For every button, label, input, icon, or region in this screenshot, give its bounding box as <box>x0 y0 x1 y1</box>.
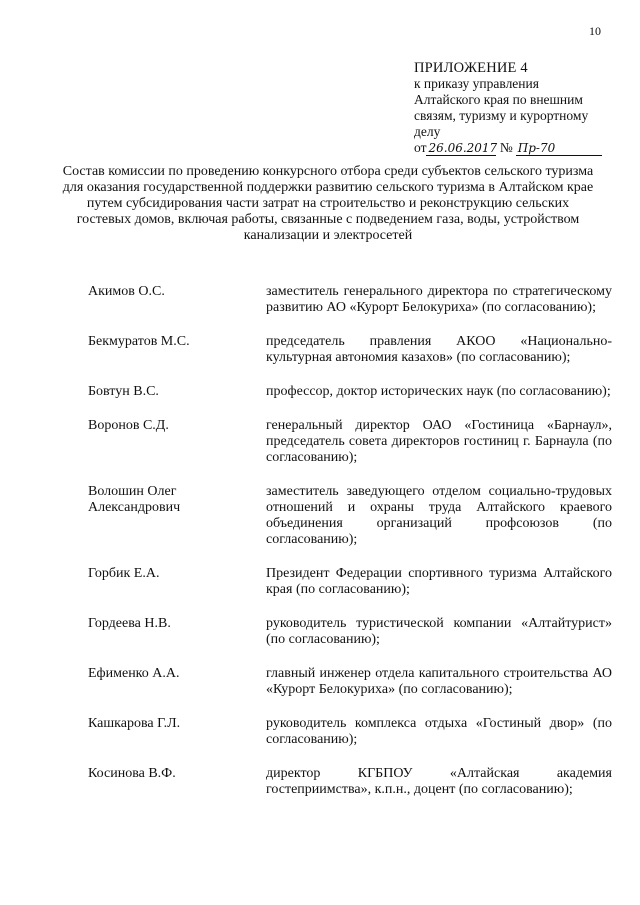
member-row <box>88 616 612 648</box>
member-row <box>88 566 612 598</box>
member-name: Гордеева Н.В. <box>88 616 171 631</box>
member-row <box>88 484 612 548</box>
member-row <box>88 384 612 400</box>
appendix-heading: ПРИЛОЖЕНИЕ 4 <box>414 60 528 76</box>
member-role: руководитель туристической компании «Алтайтурист» (по согласованию); <box>266 616 612 647</box>
appendix-line: делу <box>414 124 441 139</box>
number-prefix: № <box>499 140 513 155</box>
member-row <box>88 334 612 366</box>
member-role: Президент Федерации спортивного туризма Алтайского края (по согласованию); <box>266 566 612 597</box>
member-row <box>88 284 612 316</box>
member-name: Ефименко А.А. <box>88 666 180 681</box>
document-title: Состав комиссии по проведению конкурсного отбора среди субъектов сельского туризма для оказания государственной поддержки развитию сельского туризма в Алтайском крае путем субсидирования части затрат на строительство и реконструкцию сельских гостевых домов, включая работы, связанные с подведением газа, воды, устройством канализации и электросетей <box>62 164 594 243</box>
member-role: заместитель заведующего отделом социально-трудовых отношений и охраны труда Алтайского краевого объединения организаций профсоюзов (по согласованию); <box>266 484 612 547</box>
date-prefix: от <box>414 140 427 155</box>
appendix-block <box>414 60 614 156</box>
member-name: Бекмуратов М.С. <box>88 334 190 349</box>
member-name: Бовтун В.С. <box>88 384 159 399</box>
member-name: Косинова В.Ф. <box>88 766 176 781</box>
member-role: директор КГБПОУ «Алтайская академия гостеприимства», к.п.н., доцент (по согласованию); <box>266 766 612 797</box>
member-name: Кашкарова Г.Л. <box>88 716 181 731</box>
member-role: руководитель комплекса отдыха «Гостиный двор» (по согласованию); <box>266 716 612 747</box>
member-name: Горбик Е.А. <box>88 566 160 581</box>
member-row <box>88 418 612 466</box>
handwritten-order-number: Пр-70 <box>516 141 602 156</box>
order-date-number-row <box>414 140 614 156</box>
page-number: 10 <box>589 24 601 38</box>
member-role: генеральный директор ОАО «Гостиница «Барнаул», председатель совета директоров гостиниц г. Барнаула (по согласованию); <box>266 418 612 465</box>
appendix-line: Алтайского края по внешним <box>414 92 583 107</box>
appendix-line: связям, туризму и курортному <box>414 108 589 123</box>
member-name: Волошин Олег Александрович <box>88 484 181 515</box>
member-row <box>88 716 612 748</box>
commission-members-list <box>88 284 612 798</box>
member-name: Воронов С.Д. <box>88 418 169 433</box>
member-role: заместитель генерального директора по стратегическому развитию АО «Курорт Белокуриха» (по согласованию); <box>266 284 612 315</box>
member-role: главный инженер отдела капитального строительства АО «Курорт Белокуриха» (по согласованию); <box>266 666 612 697</box>
handwritten-date: 26.06.2017 <box>428 141 498 155</box>
member-role: профессор, доктор исторических наук (по согласованию); <box>266 384 611 399</box>
appendix-line: к приказу управления <box>414 76 539 91</box>
member-row <box>88 666 612 698</box>
member-row <box>88 766 612 798</box>
member-name: Акимов О.С. <box>88 284 165 299</box>
member-role: председатель правления АКОО «Национально-культурная автономия казахов» (по согласованию); <box>266 334 612 365</box>
